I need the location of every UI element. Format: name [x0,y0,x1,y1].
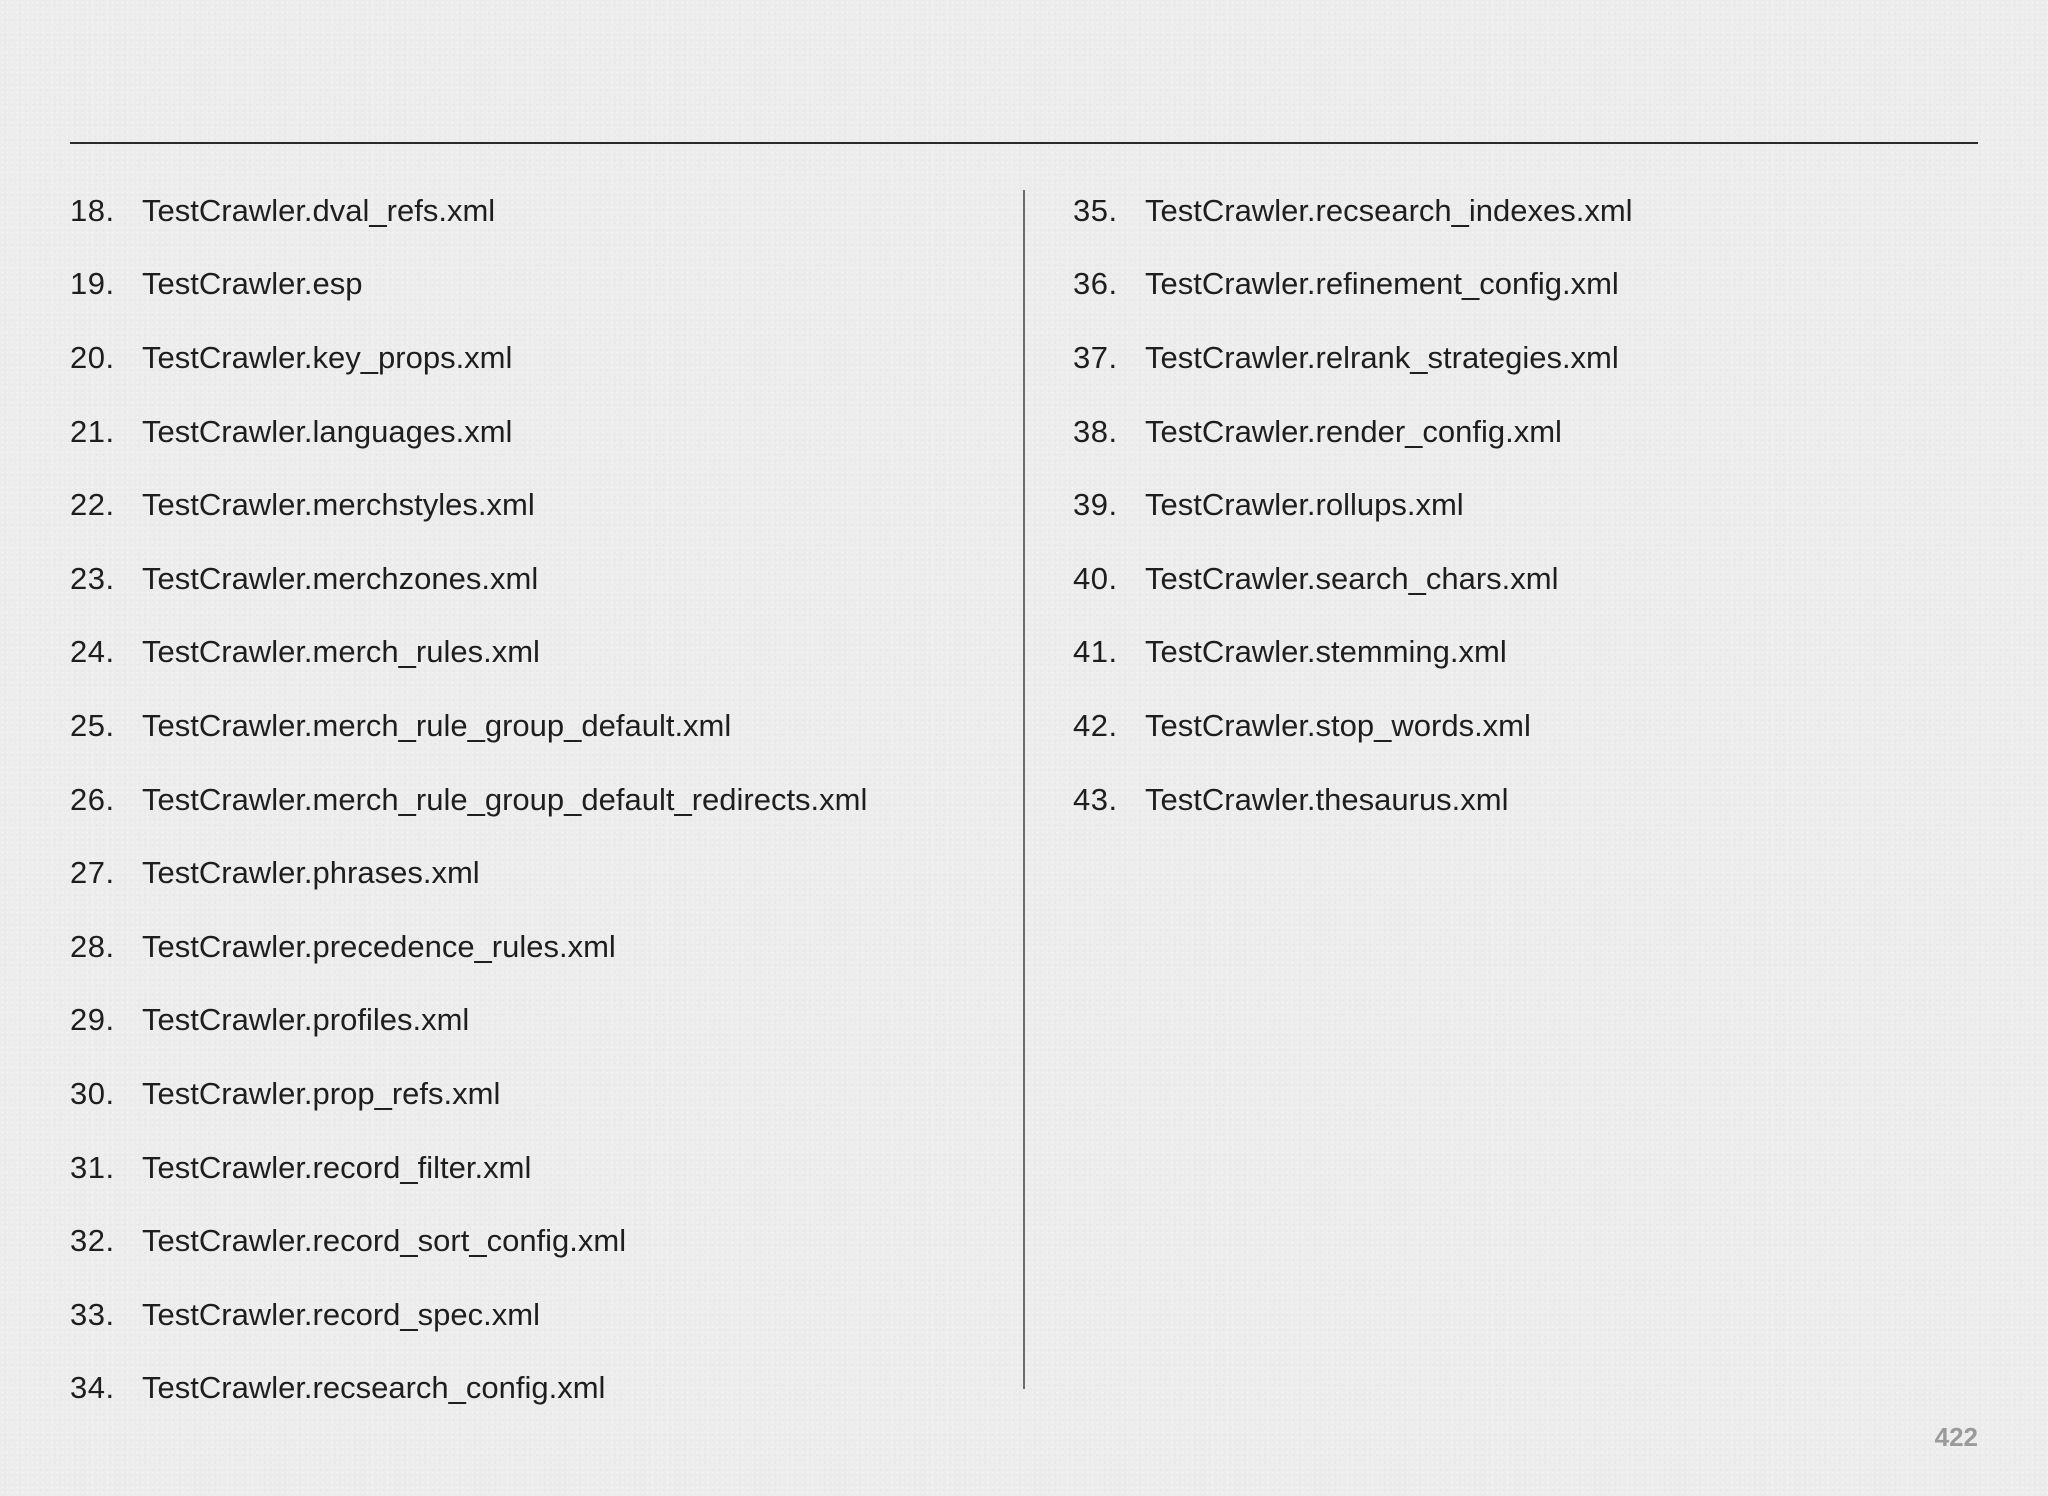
page-number: 422 [1934,1422,1978,1452]
item-filename: TestCrawler.languages.xml [142,413,513,449]
item-number: 21. [70,413,115,449]
list-item [70,1278,867,1352]
item-filename: TestCrawler.dval_refs.xml [142,192,496,228]
item-number: 43. [1073,781,1118,817]
item-number: 38. [1073,413,1118,449]
item-filename: TestCrawler.record_filter.xml [142,1149,532,1185]
item-filename: TestCrawler.refinement_config.xml [1145,266,1619,302]
list-item [1073,174,1633,248]
list-item [70,1131,867,1205]
list-item [70,248,867,322]
list-item [70,468,867,542]
item-number: 29. [70,1002,115,1038]
list-item [1073,468,1633,542]
file-list-left [70,174,867,1425]
top-divider [70,142,1978,144]
item-number: 27. [70,855,115,891]
item-filename: TestCrawler.profiles.xml [142,1002,470,1038]
item-filename: TestCrawler.key_props.xml [142,339,513,375]
item-number: 26. [70,781,115,817]
list-item [1073,763,1633,837]
list-item [70,616,867,690]
item-number: 23. [70,560,115,596]
list-item [70,1204,867,1278]
item-filename: TestCrawler.search_chars.xml [1145,560,1559,596]
item-number: 28. [70,928,115,964]
item-number: 20. [70,339,115,375]
list-item [70,174,867,248]
list-item [1073,616,1633,690]
item-filename: TestCrawler.record_sort_config.xml [142,1223,627,1259]
list-item [70,910,867,984]
item-number: 25. [70,707,115,743]
item-number: 35. [1073,192,1118,228]
list-item [1073,689,1633,763]
list-item [70,1352,867,1426]
item-number: 39. [1073,487,1118,523]
item-filename: TestCrawler.rollups.xml [1145,487,1464,523]
list-item [70,689,867,763]
item-number: 31. [70,1149,115,1185]
list-item [70,395,867,469]
item-filename: TestCrawler.record_spec.xml [142,1296,540,1332]
item-filename: TestCrawler.esp [142,266,363,302]
item-number: 30. [70,1075,115,1111]
list-item [70,321,867,395]
item-filename: TestCrawler.precedence_rules.xml [142,928,616,964]
item-filename: TestCrawler.prop_refs.xml [142,1075,501,1111]
item-number: 37. [1073,339,1118,375]
item-number: 42. [1073,707,1118,743]
item-number: 19. [70,266,115,302]
item-filename: TestCrawler.phrases.xml [142,855,480,891]
list-item [70,1057,867,1131]
item-number: 36. [1073,266,1118,302]
list-item [1073,542,1633,616]
item-number: 32. [70,1223,115,1259]
item-filename: TestCrawler.stemming.xml [1145,634,1507,670]
list-item [1073,321,1633,395]
item-filename: TestCrawler.thesaurus.xml [1145,781,1509,817]
item-filename: TestCrawler.merchstyles.xml [142,487,535,523]
list-item [70,984,867,1058]
item-number: 34. [70,1370,115,1406]
file-list-right [1073,174,1633,836]
item-filename: TestCrawler.render_config.xml [1145,413,1562,449]
item-number: 40. [1073,560,1118,596]
item-number: 41. [1073,634,1118,670]
item-number: 18. [70,192,115,228]
list-item [1073,248,1633,322]
item-filename: TestCrawler.merchzones.xml [142,560,539,596]
column-divider [1023,190,1025,1389]
list-item [70,542,867,616]
item-filename: TestCrawler.merch_rules.xml [142,634,540,670]
item-filename: TestCrawler.recsearch_config.xml [142,1370,606,1406]
item-filename: TestCrawler.stop_words.xml [1145,707,1531,743]
list-item [70,763,867,837]
item-number: 24. [70,634,115,670]
item-number: 33. [70,1296,115,1332]
item-filename: TestCrawler.recsearch_indexes.xml [1145,192,1633,228]
item-filename: TestCrawler.merch_rule_group_default.xml [142,707,732,743]
item-filename: TestCrawler.merch_rule_group_default_redirects.xml [142,781,868,817]
item-filename: TestCrawler.relrank_strategies.xml [1145,339,1619,375]
item-number: 22. [70,487,115,523]
list-item [1073,395,1633,469]
list-item [70,836,867,910]
